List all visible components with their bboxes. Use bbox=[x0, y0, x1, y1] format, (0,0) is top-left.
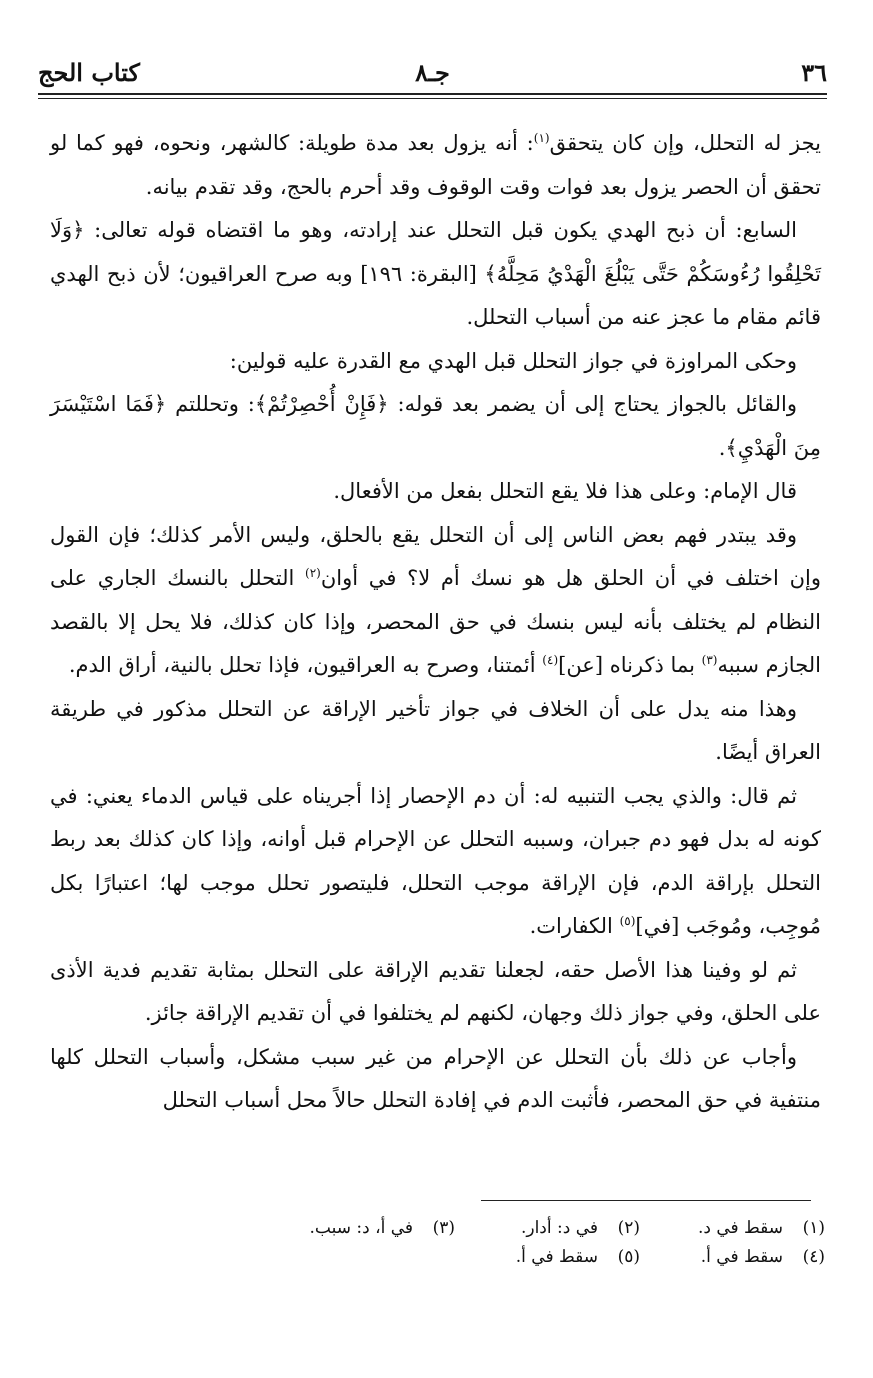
footnote-number: (٢) bbox=[617, 1218, 640, 1238]
footnote-row bbox=[125, 1243, 825, 1272]
paragraph-text: الكفارات. bbox=[529, 914, 620, 938]
footnote-number: (١) bbox=[802, 1218, 825, 1238]
footnote-text: في أ، د: سبب. bbox=[309, 1218, 413, 1238]
page-number: ٣٦ bbox=[801, 58, 827, 87]
footnote-text: سقط في أ. bbox=[515, 1247, 598, 1267]
paragraph: وحكى المراوزة في جواز التحلل قبل الهدي مع القدرة عليه قولين: bbox=[229, 348, 797, 373]
paragraph bbox=[50, 775, 821, 949]
footnote-item bbox=[270, 1214, 455, 1243]
book-title: كتاب الحج bbox=[38, 58, 140, 87]
footnote-row bbox=[125, 1214, 825, 1243]
footnote-item bbox=[455, 1243, 640, 1272]
paragraph: والقائل بالجواز يحتاج إلى أن يضمر بعد قوله: ﴿فَإِنْ أُحْصِرْتُمْ﴾: وتحللتم ﴿فَمَا اسْتَيْسَرَ مِنَ الْهَدْيِ﴾. bbox=[50, 392, 821, 460]
footnotes bbox=[125, 1214, 825, 1272]
paragraph: وأجاب عن ذلك بأن التحلل عن الإحرام من غير سبب مشكل، وأسباب التحلل كلها منتفية في حق المحصر، فأثبت الدم في إفادة التحلل حالاً محل أسباب التحلل bbox=[50, 1044, 821, 1112]
footnote-number: (٥) bbox=[617, 1247, 640, 1267]
header-rule bbox=[38, 93, 827, 95]
footnote-ref: (٥) bbox=[619, 914, 636, 928]
paragraph-text: : أنه يزول بعد مدة طويلة: كالشهر، ونحوه، فهو كما لو تحقق أن الحصر يزول بعد فوات وقت الوقوف وقد أحرم بالحج، وقد تقدم بيانه. bbox=[50, 131, 821, 199]
footnote-number: (٤) bbox=[802, 1247, 825, 1267]
paragraph: السابع: أن ذبح الهدي يكون قبل التحلل عند إرادته، وهو ما اقتضاه قوله تعالى: ﴿وَلَا تَحْلِقُوا رُءُوسَكُمْ حَتَّى يَبْلُغَ الْهَدْيُ مَحِلَّهُ﴾ [البقرة: ١٩٦] وبه صرح العراقيون؛ لأن ذبح الهدي قائم مقام ما عجز عنه من أسباب التحلل. bbox=[50, 218, 821, 329]
footnote-ref: (٣) bbox=[701, 653, 718, 667]
paragraph: وهذا منه يدل على أن الخلاف في جواز تأخير الإراقة عن التحلل مذكور في طريقة العراق أيضًا. bbox=[50, 696, 821, 764]
footnote-item bbox=[640, 1243, 825, 1272]
paragraph: قال الإمام: وعلى هذا فلا يقع التحلل بفعل من الأفعال. bbox=[333, 479, 797, 503]
footnote-item bbox=[640, 1214, 825, 1243]
footnote-text: سقط في أ. bbox=[700, 1247, 783, 1267]
header-rule-thin bbox=[38, 98, 827, 99]
paragraph-text: أئمتنا، وصرح به العراقيون، فإذا تحلل بالنية، أراق الدم. bbox=[68, 653, 543, 677]
footnote-ref: (٤) bbox=[542, 653, 559, 667]
paragraph bbox=[50, 122, 821, 209]
paragraph-text: يجز له التحلل، وإن كان يتحقق bbox=[549, 131, 821, 155]
footnote-number: (٣) bbox=[432, 1218, 455, 1238]
main-text bbox=[50, 122, 821, 1123]
paragraph bbox=[50, 514, 821, 688]
volume-label: جـ٨ bbox=[415, 58, 450, 87]
footnote-text: سقط في د. bbox=[697, 1218, 783, 1238]
running-header bbox=[38, 50, 827, 90]
footnote-text: في د: أدار. bbox=[520, 1218, 598, 1238]
paragraph-text: بما ذكرناه [عن] bbox=[558, 653, 702, 677]
paragraph-text: ثم قال: والذي يجب التنبيه له: أن دم الإحصار إذا أجريناه على قياس الدماء يعني: في كونه له بدل فهو دم جبران، وسببه التحلل عن الإحرام قبل أوانه، وإذا كان كذلك بعد ربط التحلل بإراقة الدم، فإن الإراقة موجب التحلل، فليتصور تحلل موجب لها؛ اعتبارًا بكل مُوجِب، ومُوجَب [في] bbox=[50, 783, 821, 938]
paragraph: ثم لو وفينا هذا الأصل حقه، لجعلنا تقديم الإراقة على التحلل بمثابة تقديم فدية الأذى على الحلق، وفي جواز ذلك وجهان، لكنهم لم يختلفوا في أن تقديم الإراقة جائز. bbox=[50, 957, 821, 1025]
paragraph-text: وقد يبتدر فهم بعض الناس إلى أن التحلل يقع بالحلق، وليس الأمر كذلك؛ فإن القول وإن اختلف في أن الحلق هل هو نسك أم لا؟ في أوان bbox=[50, 522, 821, 590]
footnote-item bbox=[455, 1214, 640, 1243]
paragraph-text: التحلل بالنسك الجاري على النظام لم يختلف بأنه ليس بنسك في حق المحصر، وإذا كان كذلك، فلا يحل إلا بالقصد الجازم سببه bbox=[50, 566, 821, 677]
footnote-ref: (٢) bbox=[305, 566, 321, 580]
footnote-ref: (١) bbox=[533, 131, 550, 145]
footnote-rule bbox=[481, 1200, 811, 1201]
